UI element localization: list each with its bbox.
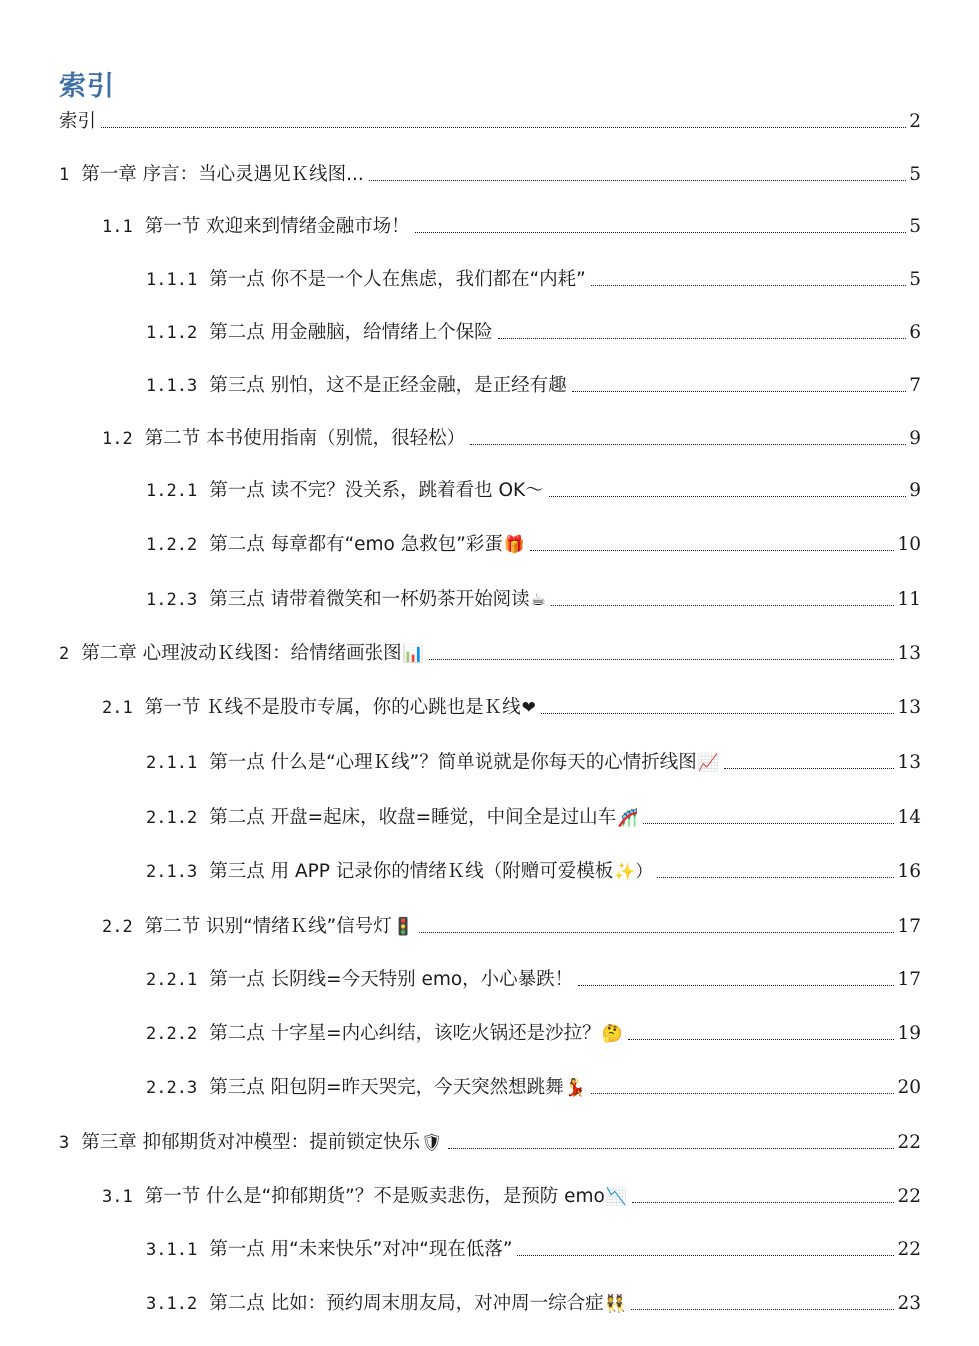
toc-entry-number: 2.2.3	[146, 1078, 198, 1098]
toc-entry-number: 2.2	[102, 917, 133, 937]
toc-entry[interactable]	[146, 1236, 921, 1264]
toc-entry-number: 3.1.1	[146, 1240, 198, 1260]
toc-entry-number: 1.1.2	[146, 323, 198, 343]
toc-entry-emoji-icon: 🎢	[617, 808, 639, 828]
toc-entry-page-number: 23	[897, 1293, 921, 1314]
toc-entry-number: 2.2.1	[146, 970, 198, 990]
toc-entry[interactable]	[146, 1074, 921, 1102]
toc-entry-page-number: 17	[897, 969, 921, 990]
dot-leader	[724, 768, 895, 769]
toc-entry-page-number: 2	[909, 111, 921, 132]
toc-entry[interactable]	[102, 694, 921, 722]
toc-entry-title: 第一点 长阴线=今天特别 emo，小心暴跌！	[209, 969, 574, 990]
toc-entry-page-number: 22	[897, 1186, 921, 1207]
toc-entry-emoji-icon: 🎁	[503, 535, 526, 555]
toc-entry[interactable]	[146, 477, 921, 505]
toc-entry-title: 第一点 你不是一个人在焦虑，我们都在“内耗”	[209, 269, 586, 290]
toc-entry-number: 2.1.1	[146, 753, 198, 773]
dot-leader	[591, 1093, 895, 1094]
toc-entry[interactable]	[102, 1183, 921, 1211]
dot-leader	[643, 823, 894, 824]
toc-entry-title: 第二点 每章都有“emo 急救包”彩蛋	[209, 534, 503, 555]
toc-entry-title: 第二点 十字星=内心纠结，该吃火锅还是沙拉？	[209, 1023, 601, 1044]
toc-entry[interactable]	[146, 372, 921, 400]
toc-entry-title: 第二点 比如：预约周末朋友局，对冲周一综合症	[209, 1293, 604, 1314]
toc-entry-title: 第三点 用 APP 记录你的情绪Ｋ线（附赠可爱模板	[209, 861, 614, 882]
toc-entry-page-number: 9	[909, 480, 921, 501]
toc-entry-page-number: 22	[897, 1132, 921, 1153]
toc-entry-page-number: 5	[909, 269, 921, 290]
dot-leader	[498, 338, 907, 339]
dot-leader	[448, 1148, 895, 1149]
toc-entry-number: 1.2	[102, 429, 133, 449]
toc-entry-emoji-icon: 👯	[604, 1294, 626, 1314]
toc-entry-page-number: 5	[909, 164, 921, 185]
dot-leader	[101, 127, 906, 128]
toc-entry[interactable]	[146, 1290, 921, 1318]
toc-entry-title: 第二章 心理波动Ｋ线图：给情绪画张图	[81, 643, 402, 664]
dot-leader	[541, 713, 895, 714]
toc-entry-title: 第一点 用“未来快乐”对冲“现在低落”	[209, 1239, 513, 1260]
toc-entry-title: 第一点 什么是“心理Ｋ线”？简单说就是你每天的心情折线图	[209, 752, 697, 773]
dot-leader	[530, 550, 894, 551]
toc-entry-emoji-icon: 🤔	[601, 1024, 623, 1044]
toc-entry[interactable]	[102, 913, 921, 941]
toc-entry-title: 第二节 本书使用指南（别慌，很轻松）	[144, 428, 466, 449]
toc-entry-page-number: 17	[897, 916, 921, 937]
index-heading: 索引	[59, 71, 115, 102]
toc-entry-page-number: 9	[909, 428, 921, 449]
toc-entry[interactable]	[146, 858, 921, 886]
toc-entry-page-number: 5	[909, 216, 921, 237]
dot-leader	[429, 659, 895, 660]
toc-entry-page-number: 20	[897, 1077, 921, 1098]
toc-entry-emoji-icon: ☕	[530, 590, 546, 610]
toc-entry-number: 1.1.1	[146, 270, 198, 290]
toc-entry-number: 1.2.3	[146, 590, 198, 610]
toc-entry[interactable]	[59, 161, 921, 189]
toc-entry-number: 2.1.3	[146, 862, 198, 882]
dot-leader	[632, 1202, 894, 1203]
toc-entry-emoji-icon: ❤	[521, 698, 536, 718]
toc-entry-title: 第一点 读不完？没关系，跳着看也 OK～	[209, 480, 544, 501]
dot-leader	[578, 985, 894, 986]
toc-entry-number: 3.1.2	[146, 1294, 198, 1314]
toc-entry-number: 2.1	[102, 698, 133, 718]
toc-entry-title: 第三点 别怕，这不是正经金融，是正经有趣	[209, 375, 567, 396]
dot-leader	[572, 391, 907, 392]
toc-entry-page-number: 19	[897, 1023, 921, 1044]
toc-entry-title: 第三点 请带着微笑和一杯奶茶开始阅读	[209, 589, 530, 610]
toc-entry-title: 第三章 抑郁期货对冲模型：提前锁定快乐	[81, 1132, 421, 1153]
toc-entry-number: 1.1.3	[146, 376, 198, 396]
toc-entry[interactable]	[59, 640, 921, 668]
toc-entry-page-number: 11	[897, 589, 921, 610]
toc-entry-page-number: 16	[897, 861, 921, 882]
dot-leader	[517, 1255, 894, 1256]
toc-entry-title: 第一节 欢迎来到情绪金融市场！	[144, 216, 410, 237]
toc-entry-title: 第一节 Ｋ线不是股市专属，你的心跳也是Ｋ线	[144, 697, 521, 718]
toc-entry-emoji-icon: 📈	[697, 753, 719, 773]
toc-entry[interactable]	[59, 1129, 921, 1157]
toc-entry-emoji-icon: 📊	[402, 644, 424, 664]
toc-entry[interactable]	[146, 586, 921, 614]
dot-leader	[591, 285, 906, 286]
toc-entry[interactable]	[59, 108, 921, 136]
dot-leader	[419, 932, 895, 933]
dot-leader	[549, 496, 907, 497]
toc-entry[interactable]	[146, 1020, 921, 1048]
dot-leader	[657, 877, 894, 878]
toc-entry-emoji-icon: 🛡	[421, 1133, 443, 1153]
toc-entry-number: 2.1.2	[146, 808, 198, 828]
toc-entry-title: 第二点 开盘=起床，收盘=睡觉，中间全是过山车	[209, 807, 617, 828]
toc-entry-emoji-icon: 🚦	[392, 917, 414, 937]
toc-entry-page-number: 13	[897, 697, 921, 718]
toc-entry-number: 3	[59, 1133, 70, 1153]
toc-entry-page-number: 13	[897, 643, 921, 664]
dot-leader	[415, 232, 907, 233]
toc-entry[interactable]	[102, 425, 921, 453]
toc-entry-emoji-icon: ✨）	[614, 862, 653, 882]
toc-entry-emoji-icon: 💃	[564, 1078, 586, 1098]
toc-entry-number: 3.1	[102, 1187, 133, 1207]
toc-entry[interactable]	[146, 266, 921, 294]
toc-entry-page-number: 14	[897, 807, 921, 828]
toc-entry[interactable]	[146, 531, 921, 559]
dot-leader	[551, 605, 895, 606]
toc-entry-number: 1.2.2	[146, 535, 198, 555]
dot-leader	[628, 1039, 895, 1040]
dot-leader	[470, 444, 906, 445]
toc-entry-number: 1.1	[102, 217, 133, 237]
toc-entry-page-number: 22	[897, 1239, 921, 1260]
toc-entry[interactable]	[146, 966, 921, 994]
dot-leader	[631, 1309, 895, 1310]
toc-entry-title: 索引	[59, 111, 97, 132]
toc-entry-title: 第一节 什么是“抑郁期货”？不是贩卖悲伤，是预防 emo	[144, 1186, 605, 1207]
toc-entry-page-number: 10	[897, 534, 921, 555]
toc-entry-title: 第二节 识别“情绪Ｋ线”信号灯	[144, 916, 392, 937]
dot-leader	[369, 180, 906, 181]
toc-entry-page-number: 6	[909, 322, 921, 343]
toc-entry-number: 1.2.1	[146, 481, 198, 501]
toc-entry[interactable]	[102, 213, 921, 241]
toc-entry-emoji-icon: 📉	[605, 1187, 628, 1207]
toc-entry[interactable]	[146, 319, 921, 347]
toc-entry[interactable]	[146, 804, 921, 832]
toc-entry-number: 2.2.2	[146, 1024, 198, 1044]
toc-entry-title: 第一章 序言：当心灵遇见Ｋ线图...	[81, 164, 364, 185]
toc-entry-title: 第二点 用金融脑，给情绪上个保险	[209, 322, 493, 343]
toc-entry[interactable]	[146, 749, 921, 777]
toc-entry-page-number: 7	[909, 375, 921, 396]
toc-entry-title: 第三点 阳包阴=昨天哭完，今天突然想跳舞	[209, 1077, 564, 1098]
toc-entry-page-number: 13	[897, 752, 921, 773]
toc-entry-number: 2	[59, 644, 70, 664]
toc-entry-number: 1	[59, 165, 70, 185]
